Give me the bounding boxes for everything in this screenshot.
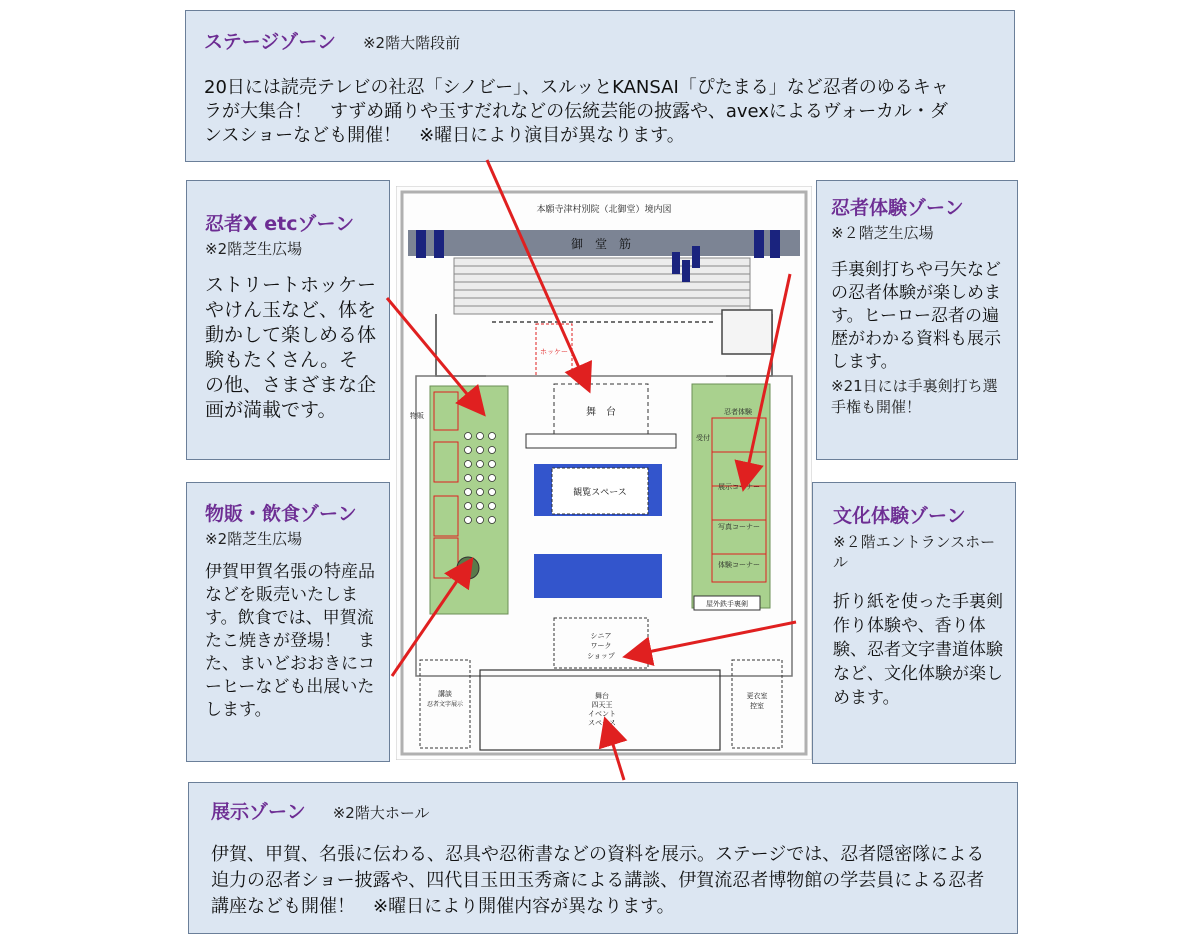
ninja-exp-zone-text: 手裏剣打ちや弓矢などの忍者体験が楽しめます。ヒーロー忍者の遍歴がわかる資料も展示します。 — [831, 260, 1001, 372]
stage-zone-note: ※2階大階段前 — [362, 34, 461, 52]
shop-label-3: ショップ — [587, 652, 615, 660]
exhibit-zone-box — [188, 782, 1018, 934]
right-room-label: 更衣室 — [746, 692, 768, 700]
map-title: 本願寺津村別院（北御堂）境内図 — [536, 205, 672, 215]
outdoor-label: 屋外鉄手裏剣 — [706, 600, 748, 608]
culture-zone-note: ※２階エントランスホール — [833, 533, 996, 571]
event-label-2: 四天王 — [591, 701, 613, 709]
ninja-exp-label: 忍者体験 — [724, 408, 752, 416]
tree-icon — [457, 557, 479, 579]
goods-zone-title: 物販・飲食ゾーン — [205, 503, 357, 525]
audience-seats-lower — [534, 554, 662, 598]
goods-zone-box — [186, 482, 390, 762]
shop-label-2: ワーク — [590, 642, 612, 650]
audience-label: 観覧スペース — [573, 488, 627, 498]
street-label: 御 堂 筋 — [570, 237, 632, 251]
culture-zone-text: 折り紙を使った手裏剣作り体験や、香り体験、忍者文字書道体験など、文化体験が楽しめます。 — [833, 592, 1003, 708]
grand-stairs — [454, 258, 750, 314]
reception-label: 受付 — [696, 434, 710, 442]
experience-corner-label: 体験コーナー — [718, 561, 760, 569]
ninja-etc-zone-box — [186, 180, 390, 460]
right-room-label-2: 控室 — [750, 702, 764, 710]
event-label-3: イベント — [588, 710, 616, 718]
ninja-etc-zone-title: 忍者X etcゾーン — [205, 213, 355, 235]
event-label-1: 舞台 — [595, 692, 609, 700]
goods-zone-text: 伊賀甲賀名張の特産品などを販売いたします。飲食では、甲賀流たこ焼きが登場！ また、まいどおおきにコーヒーなども出展いたします。 — [205, 562, 375, 720]
left-room-label: 講談 — [438, 690, 452, 698]
culture-zone-title: 文化体験ゾーン — [833, 505, 966, 527]
ninja-exp-zone-note: ※２階芝生広場 — [831, 224, 934, 242]
exhibit-zone-title: 展示ゾーン — [211, 801, 306, 823]
shop-label: シニア — [590, 632, 612, 640]
ninja-exp-zone-title: 忍者体験ゾーン — [831, 197, 964, 219]
floor-map — [396, 186, 812, 760]
ninja-etc-zone-text: ストリートホッケーやけん玉など、体を動かして楽しめる体験もたくさん。その他、さまざまな企画が満載です。 — [205, 274, 377, 421]
left-lawn — [430, 386, 508, 614]
sales-label: 物販 — [410, 412, 424, 420]
culture-zone-box — [812, 482, 1016, 764]
exhibit-zone-note: ※2階大ホール — [332, 804, 430, 822]
goods-zone-note: ※2階芝生広場 — [205, 530, 303, 548]
stage-zone-title: ステージゾーン — [204, 31, 336, 53]
photo-corner-label: 写真コーナー — [718, 523, 760, 531]
exhibit-zone-text: 伊賀、甲賀、名張に伝わる、忍具や忍術書などの資料を展示。ステージでは、忍者隠密隊による迫力の忍者ショー披露や、四代目玉田玉秀斎による講談、伊賀流忍者博物館の学芸員による忍者講座なども開催！ ※曜日により開催内容が異なります。 — [211, 844, 985, 917]
left-room-label-2: 忍者文字展示 — [426, 701, 464, 708]
ninja-exp-zone-box — [816, 180, 1018, 460]
ninja-etc-zone-note: ※2階芝生広場 — [205, 240, 303, 258]
exhibit-corner-label: 展示コーナー — [718, 483, 760, 491]
stage-zone-box — [185, 10, 1015, 162]
ninja-exp-zone-extra: ※21日には手裏剣打ち選手権も開催！ — [831, 377, 998, 416]
event-label-4: スペース — [588, 719, 616, 727]
stage-label: 舞 台 — [586, 407, 616, 418]
hockey-label: ホッケー — [540, 348, 568, 356]
stage-zone-text: 20日には読売テレビの社忍「シノビー」、スルッとKANSAI「ぴたまる」など忍者のゆるキャラが大集合！ すずめ踊りや玉すだれなどの伝統芸能の披露や、avexによるヴォーカル・ダンスショーなども開催！ ※曜日により演目が異なります。 — [204, 77, 949, 146]
